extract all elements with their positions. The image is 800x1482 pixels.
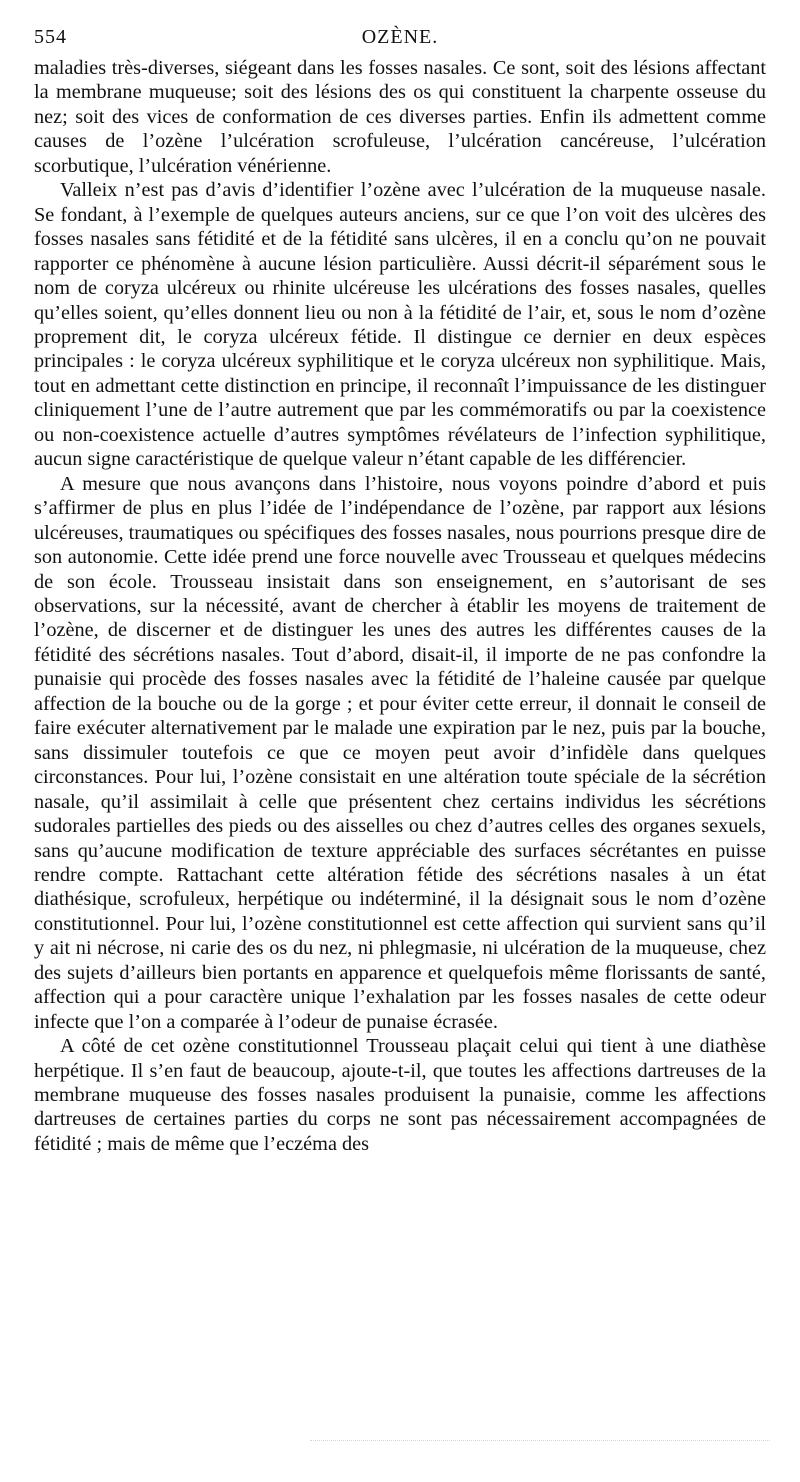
page-header [34, 26, 766, 56]
book-page [34, 26, 766, 1156]
paragraph-3: A mesure que nous avançons dans l’histoire, nous voyons poindre d’abord et puis s’affirmer de plus en plus l’idée de l’indépendance de l’ozène, par rapport aux lésions ulcéreuses, traumatiques ou spécifiques des fosses nasales, nous pourrions presque dire de son autonomie. Cette idée prend une force nouvelle avec Trousseau et quelques médecins de son école. Trousseau insistait dans son enseignement, en s’autorisant de ses observations, sur la nécessité, avant de chercher à établir les moyens de traitement de l’ozène, de discerner et de distinguer les unes des autres les différentes causes de la fétidité des sécrétions nasales. Tout d’abord, disait-il, il importe de ne pas confondre la punaisie qui procède des fosses nasales avec la fétidité de l’haleine causée par quelque affection de la bouche ou de la gorge ; et pour éviter cette erreur, il donnait le conseil de faire exécuter alternativement par le malade une expiration par le nez, puis par la bouche, sans dissimuler toutefois ce que ce moyen peut avoir d’infidèle dans quelques circonstances. Pour lui, l’ozène consistait en une altération toute spéciale de la sécrétion nasale, qu’il assimilait à celle que présentent chez certains individus les sécrétions sudorales partielles des pieds ou des aisselles ou chez d’autres celles des organes sexuels, sans qu’aucune modification de texture appréciable des surfaces sécrétantes en puisse rendre compte. Rattachant cette altération fétide des sécrétions nasales à un état diathésique, scrofuleux, herpétique ou indéterminé, il la désignait sous le nom d’ozène constitutionnel. Pour lui, l’ozène constitutionnel est cette affection qui survient sans qu’il y ait ni nécrose, ni carie des os du nez, ni phlegmasie, ni ulcération de la muqueuse, chez des sujets d’ailleurs bien portants en apparence et quelquefois même florissants de santé, affection qui a pour caractère unique l’exhalation par les fosses nasales de cette odeur infecte que l’on a comparée à l’odeur de punaise écrasée. [34, 472, 766, 1033]
page-number: 554 [34, 26, 67, 48]
paragraph-1: maladies très-diverses, siégeant dans les fosses nasales. Ce sont, soit des lésions affectant la membrane muqueuse; soit des lésions des os qui constituent la charpente osseuse du nez; soit des vices de conformation de ces diverses parties. Enfin ils admettent comme causes de l’ozène l’ulcération scrofuleuse, l’ulcération cancéreuse, l’ulcération scorbutique, l’ulcération vénérienne. [34, 57, 766, 177]
body-text [34, 56, 766, 1156]
scan-artifact-dots [310, 1440, 770, 1447]
running-title: OZÈNE. [361, 26, 439, 48]
paragraph-4: A côté de cet ozène constitutionnel Trousseau plaçait celui qui tient à une diathèse herpétique. Il s’en faut de beaucoup, ajoute-t-il, que toutes les affections dartreuses de la membrane muqueuse des fosses nasales produisent la punaisie, comme les affections dartreuses de certaines parties du corps ne sont pas nécessairement accompagnées de fétidité ; mais de même que l’eczéma des [34, 1035, 766, 1155]
paragraph-2: Valleix n’est pas d’avis d’identifier l’ozène avec l’ulcération de la muqueuse nasale. Se fondant, à l’exemple de quelques auteurs anciens, sur ce que l’on voit des ulcères des fosses nasales sans fétidité et de la fétidité sans ulcères, il en a conclu qu’on ne pouvait rapporter ce phénomène à aucune lésion particulière. Aussi décrit-il séparément sous le nom de coryza ulcéreux ou rhinite ulcéreuse les ulcérations des fosses nasales, quelles qu’elles soient, qu’elles donnent lieu ou non à la fétidité de l’air, et, sous le nom d’ozène proprement dit, le coryza ulcéreux fétide. Il distingue ce dernier en deux espèces principales : le coryza ulcéreux syphilitique et le coryza ulcéreux non syphilitique. Mais, tout en admettant cette distinction en principe, il reconnaît l’impuissance de les distinguer cliniquement l’une de l’autre autrement que par les commémoratifs ou par la coexistence ou non-coexistence actuelle d’autres symptômes révélateurs de l’infection syphilitique, aucun signe caractéristique de quelque valeur n’étant capable de les différencier. [34, 179, 766, 471]
